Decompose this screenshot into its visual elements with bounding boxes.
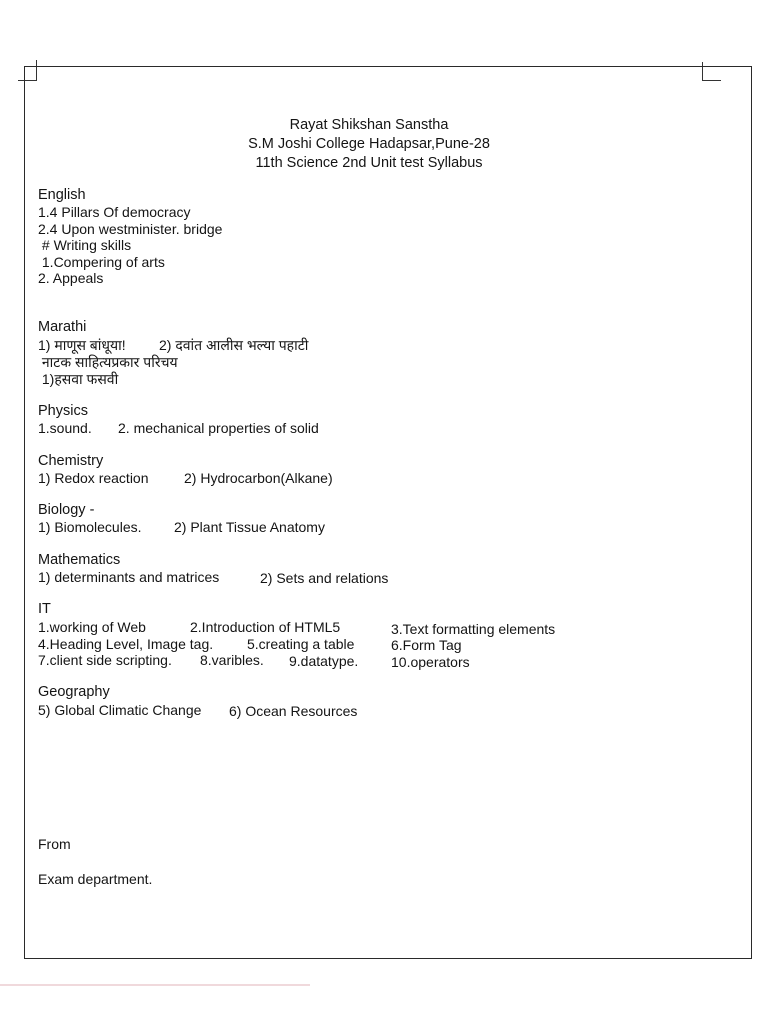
section-title-mathematics: Mathematics xyxy=(38,552,121,568)
section-title-it: IT xyxy=(38,601,51,617)
mathematics-item: 1) determinants and matrices xyxy=(38,569,220,585)
it-item: 8.varibles. xyxy=(200,652,264,668)
chemistry-item: 1) Redox reaction xyxy=(38,470,149,486)
section-title-biology: Biology - xyxy=(38,502,95,518)
english-item: 1.4 Pillars Of democracy xyxy=(38,204,191,220)
biology-item: 1) Biomolecules. xyxy=(38,519,142,535)
footer-department: Exam department. xyxy=(38,871,153,887)
it-item: 2.Introduction of HTML5 xyxy=(190,619,341,635)
institution-name: Rayat Shikshan Sanstha xyxy=(289,117,449,133)
it-item: 5.creating a table xyxy=(247,636,355,652)
section-title-geography: Geography xyxy=(38,684,110,700)
marathi-item: 1) माणूस बांधूया! xyxy=(38,337,126,353)
physics-item: 2. mechanical properties of solid xyxy=(118,420,319,436)
english-item: # Writing skills xyxy=(38,237,132,253)
college-name: S.M Joshi College Hadapsar,Pune-28 xyxy=(248,136,490,152)
geography-item: 5) Global Climatic Change xyxy=(38,702,202,718)
it-item: 9.datatype. xyxy=(289,653,359,669)
document-header xyxy=(130,116,608,173)
document-title: 11th Science 2nd Unit test Syllabus xyxy=(255,155,483,171)
english-item: 2. Appeals xyxy=(38,270,104,286)
it-item: 10.operators xyxy=(391,654,470,670)
marathi-item: 1)हसवा फसवी xyxy=(38,371,119,387)
english-item: 1.Compering of arts xyxy=(38,254,165,270)
chemistry-item: 2) Hydrocarbon(Alkane) xyxy=(184,470,333,486)
it-item: 7.client side scripting. xyxy=(38,652,172,668)
mathematics-item: 2) Sets and relations xyxy=(260,570,389,586)
physics-item: 1.sound. xyxy=(38,420,92,436)
footer-from: From xyxy=(38,836,71,852)
english-item: 2.4 Upon westminister. bridge xyxy=(38,221,223,237)
marathi-item: 2) दवांत आलीस भल्या पहाटी xyxy=(159,337,309,353)
it-item: 6.Form Tag xyxy=(391,637,462,653)
it-item: 3.Text formatting elements xyxy=(391,621,556,637)
it-item: 1.working of Web xyxy=(38,619,146,635)
section-title-english: English xyxy=(38,187,86,203)
section-title-chemistry: Chemistry xyxy=(38,453,104,469)
marathi-item: नाटक साहित्यप्रकार परिचय xyxy=(38,354,178,370)
biology-item: 2) Plant Tissue Anatomy xyxy=(174,519,325,535)
page-border xyxy=(24,66,752,959)
it-item: 4.Heading Level, Image tag. xyxy=(38,636,214,652)
geography-item: 6) Ocean Resources xyxy=(229,703,358,719)
section-title-marathi: Marathi xyxy=(38,319,87,335)
section-title-physics: Physics xyxy=(38,403,88,419)
scan-edge xyxy=(0,984,310,986)
